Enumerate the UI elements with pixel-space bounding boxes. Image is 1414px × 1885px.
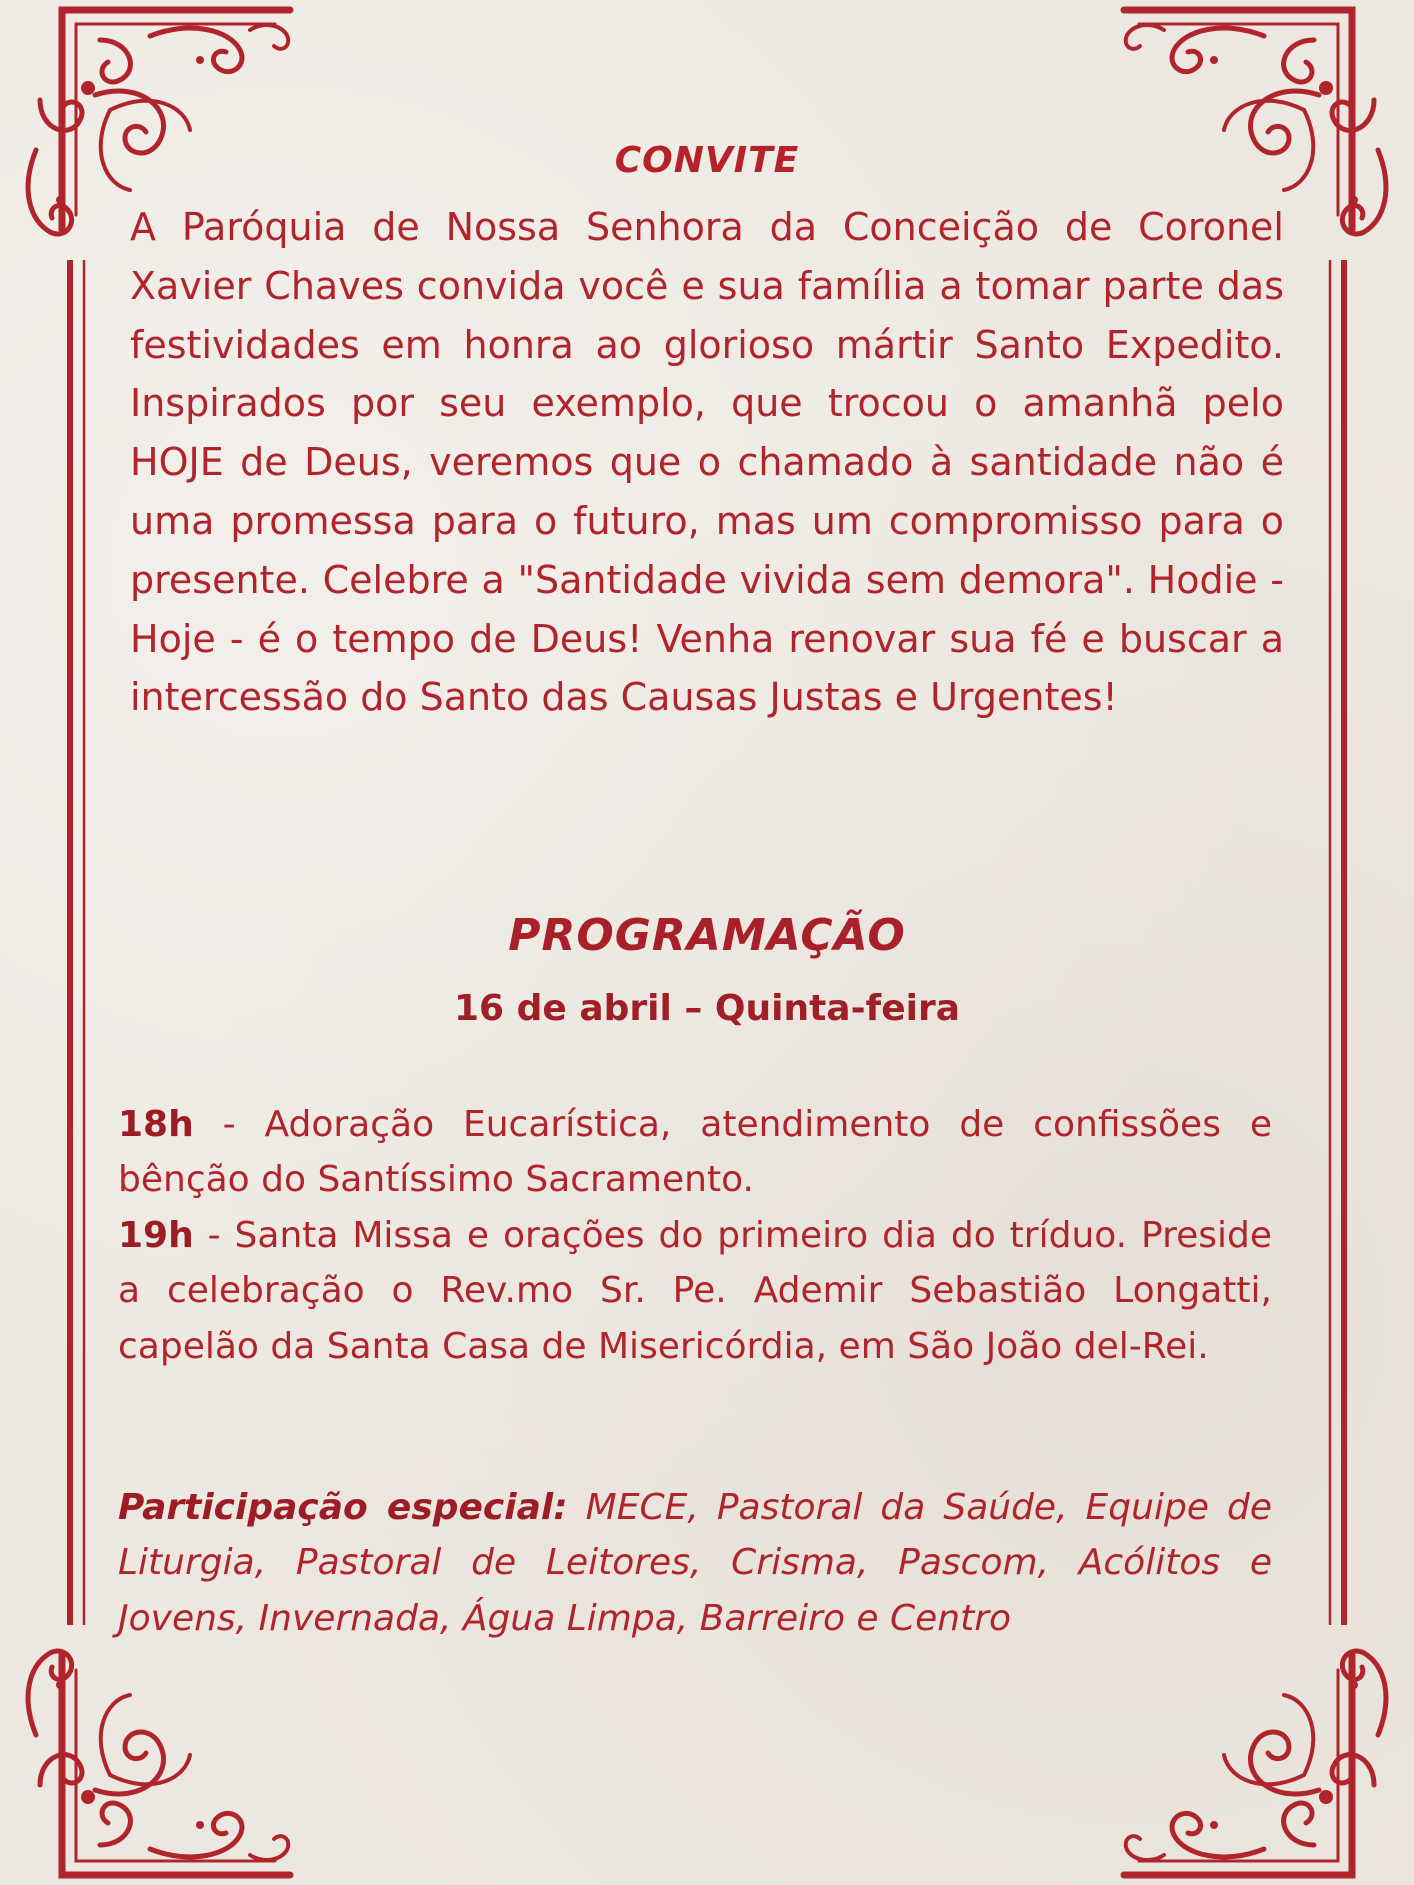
- programacao-title: PROGRAMAÇÃO: [508, 910, 906, 961]
- corner-ornament-bottom-left: [28, 1651, 290, 1875]
- special-participation: [118, 1480, 1272, 1646]
- schedule-description: - Adoração Eucarística, atendimento de confissões e bênção do Santíssimo Sacramento.: [118, 1104, 1272, 1201]
- convite-title: CONVITE: [614, 140, 800, 181]
- invitation-paragraph: A Paróquia de Nossa Senhora da Conceição de Coronel Xavier Chaves convida você e sua família a tomar parte das festividades em honra ao glorioso mártir Santo Expedito. Inspirados por seu exemplo, que trocou o amanhã pelo HOJE de Deus, veremos que o chamado à santidade não é uma promessa para o futuro, mas um compromisso para o presente. Celebre a "Santidade vivida sem demora". Hodie - Hoje - é o tempo de Deus! Venha renovar sua fé e buscar a intercessão do Santo das Causas Justas e Urgentes!: [130, 205, 1284, 720]
- event-date: 16 de abril – Quinta-feira: [453, 988, 961, 1029]
- schedule-item: [118, 1215, 1272, 1367]
- schedule-list: [118, 1097, 1272, 1374]
- schedule-time: 18h: [118, 1104, 194, 1145]
- corner-ornament-bottom-right: [1124, 1651, 1386, 1875]
- schedule-item: [118, 1104, 1272, 1200]
- schedule-description: - Santa Missa e orações do primeiro dia do tríduo. Preside a celebração o Rev.mo Sr. Pe. Ademir Sebastião Longatti, capelão da Santa Casa de Misericórdia, em São João del-Rei.: [118, 1214, 1272, 1367]
- special-participation-label: Participação especial:: [118, 1487, 568, 1528]
- special-participation-list: MECE, Pastoral da Saúde, Equipe de Liturgia, Pastoral de Leitores, Crisma, Pascom, Acólitos e Jovens, Invernada, Água Limpa, Barreiro e Centro: [118, 1487, 1273, 1639]
- schedule-time: 19h: [118, 1214, 194, 1256]
